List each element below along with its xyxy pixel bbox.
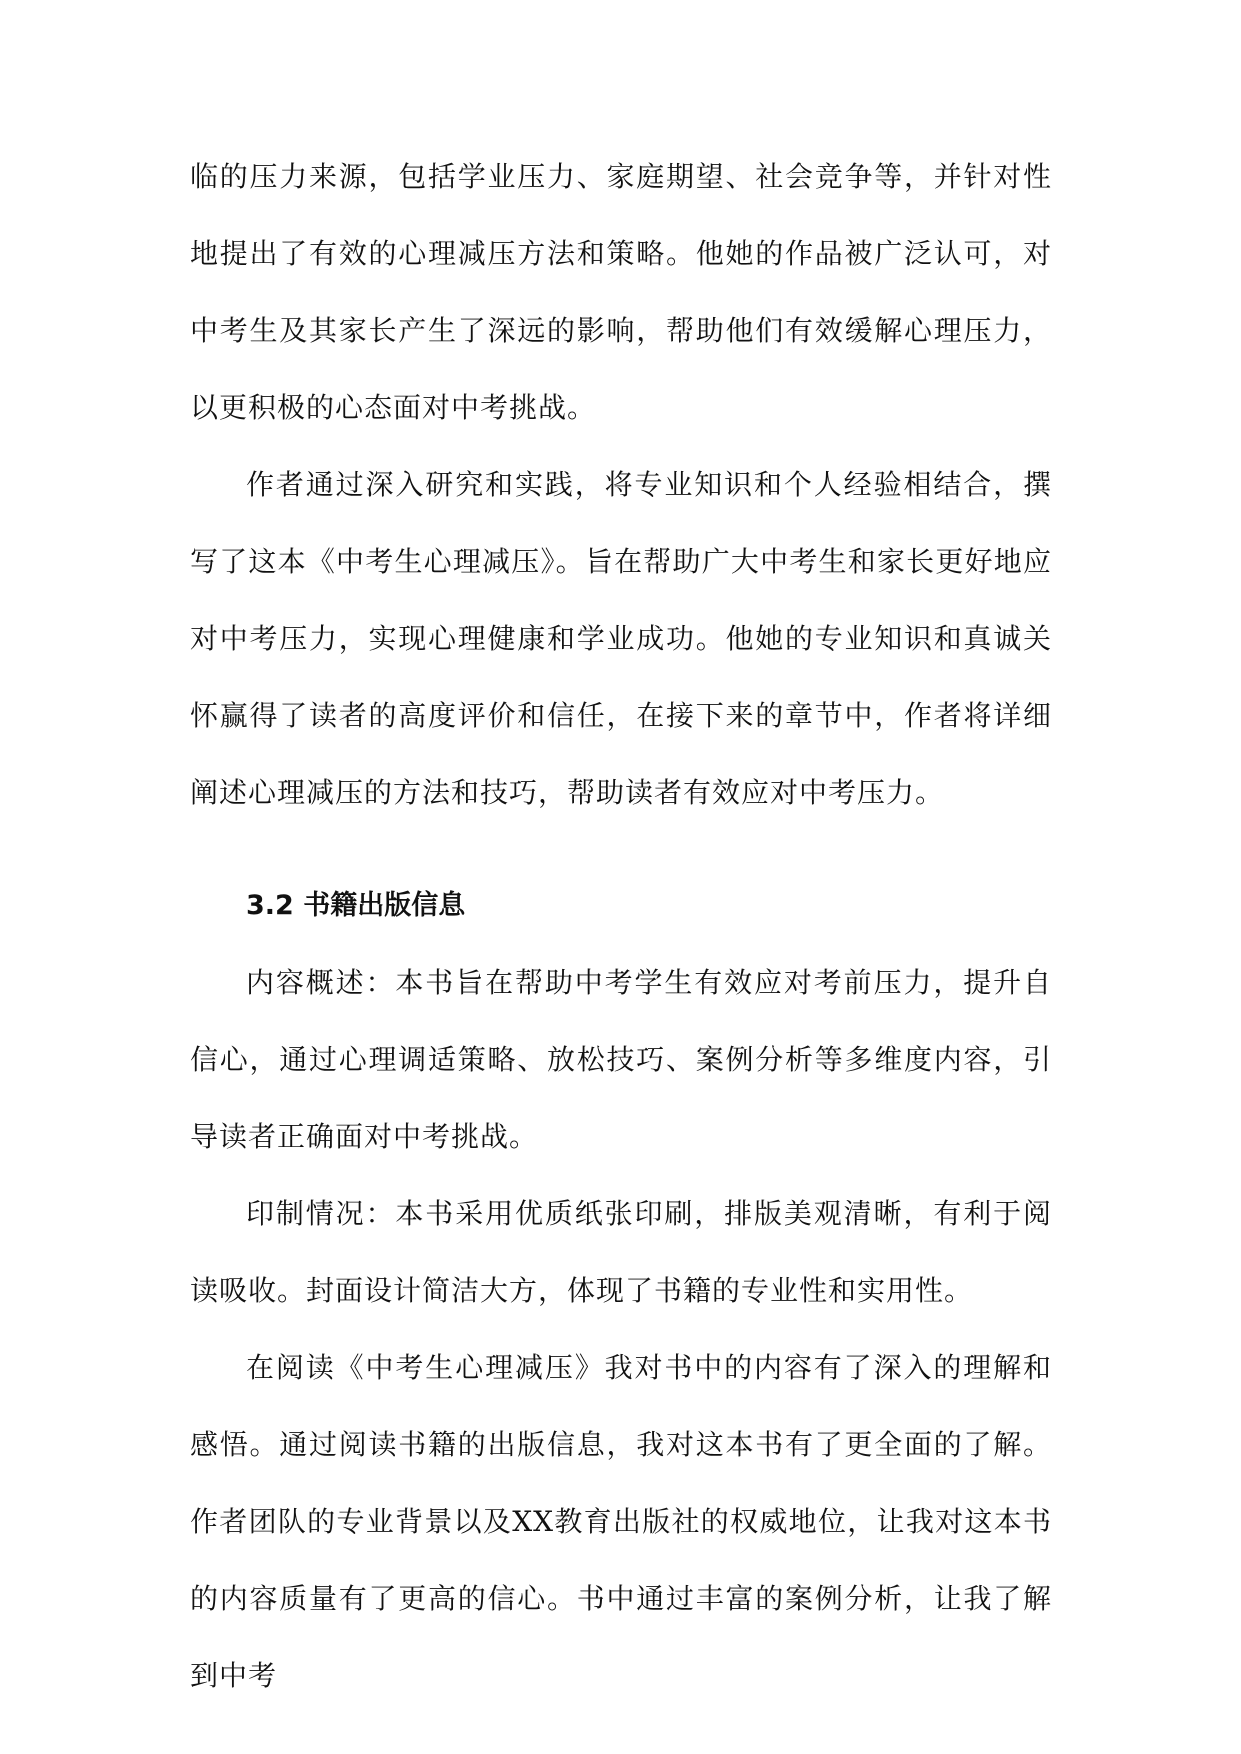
paragraph-content-overview: 内容概述：本书旨在帮助中考学生有效应对考前压力，提升自信心，通过心理调适策略、放松技巧、案例分析等多维度内容，引导读者正确面对中考挑战。: [190, 966, 1052, 1153]
paragraph-author-work: 作者通过深入研究和实践，将专业知识和个人经验相结合，撰写了这本《中考生心理减压》。旨在帮助广大中考生和家长更好地应对中考压力，实现心理健康和学业成功。他她的专业知识和真诚关怀赢得了读者的高度评价和信任，在接下来的章节中，作者将详细阐述心理减压的方法和技巧，帮助读者有效应对中考压力。: [190, 468, 1052, 809]
document-body: [190, 138, 1052, 1714]
paragraph-continued-intro: 临的压力来源，包括学业压力、家庭期望、社会竞争等，并针对性地提出了有效的心理减压方法和策略。他她的作品被广泛认可，对中考生及其家长产生了深远的影响，帮助他们有效缓解心理压力，以更积极的心态面对中考挑战。: [190, 160, 1052, 424]
paragraph-printing-info: 印制情况：本书采用优质纸张印刷，排版美观清晰，有利于阅读吸收。封面设计简洁大方，体现了书籍的专业性和实用性。: [190, 1197, 1052, 1307]
section-heading: 3.2 书籍出版信息: [246, 890, 466, 921]
paragraph-reading-reflection: 在阅读《中考生心理减压》我对书中的内容有了深入的理解和感悟。通过阅读书籍的出版信息，我对这本书有了更全面的了解。作者团队的专业背景以及XX教育出版社的权威地位，让我对这本书的内容质量有了更高的信心。书中通过丰富的案例分析，让我了解到中考: [190, 1351, 1052, 1692]
